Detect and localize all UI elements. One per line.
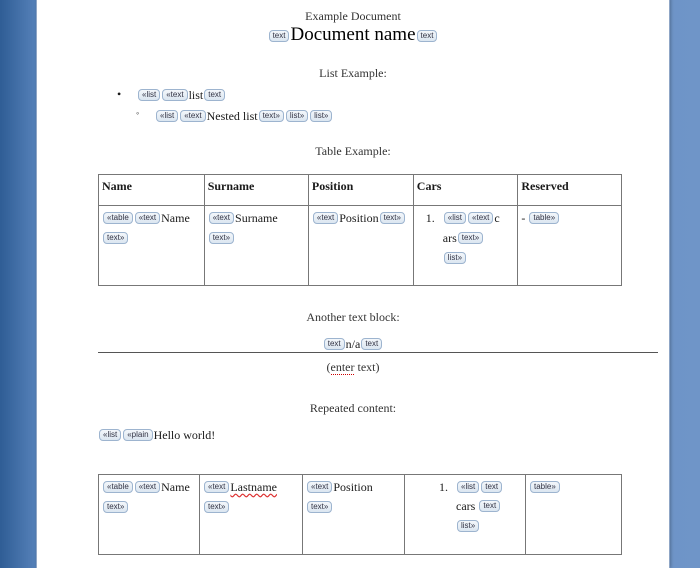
cell-reserved[interactable] [526, 475, 622, 555]
cell-position[interactable] [308, 206, 413, 286]
small-title: Example Document [305, 9, 401, 23]
list-close-tag[interactable]: list» [286, 110, 308, 122]
cell-lastname[interactable] [200, 475, 303, 555]
text-close-tag[interactable]: text» [380, 212, 405, 224]
cell-cars[interactable] [413, 206, 518, 286]
text-block-heading: Another text block: [306, 310, 400, 324]
list-open-tag[interactable]: «list [444, 212, 466, 224]
cell-cars[interactable] [405, 475, 526, 555]
lastname-text: Lastname [230, 479, 277, 494]
title-row [37, 24, 669, 46]
text-tag[interactable]: text [324, 338, 345, 350]
list-close-tag[interactable]: list» [310, 110, 332, 122]
list-open-tag[interactable]: «list [457, 481, 479, 493]
table-row [99, 475, 622, 555]
list-item-text[interactable]: list [188, 87, 204, 102]
horizontal-rule [98, 352, 658, 353]
hello-world-row [98, 426, 215, 444]
text-close-tag[interactable]: text» [458, 232, 483, 244]
name-text: Name [161, 210, 190, 225]
cars-text-part1: c [494, 210, 500, 225]
list-close-tag[interactable]: list» [444, 252, 466, 264]
position-text: Position [333, 479, 373, 494]
repeated-table [98, 474, 622, 555]
hello-world-text[interactable]: Hello world! [153, 427, 216, 442]
list-open-tag[interactable]: «list [99, 429, 121, 441]
list-open-tag[interactable]: «list [138, 89, 160, 101]
text-tag[interactable]: text [204, 89, 225, 101]
cars-text: cars [456, 498, 476, 513]
repeated-heading: Repeated content: [309, 401, 397, 415]
table-header-row [99, 175, 622, 206]
document-title[interactable]: Document name [290, 24, 416, 45]
plain-open-tag[interactable]: «plain [123, 429, 152, 441]
surname-text: Surname [235, 210, 278, 225]
list-close-tag[interactable]: list» [457, 520, 479, 532]
list-open-tag[interactable]: «list [156, 110, 178, 122]
text-open-tag[interactable]: «text [313, 212, 338, 224]
list-number: 1. [439, 480, 448, 494]
cell-reserved[interactable] [518, 206, 622, 286]
text-close-tag[interactable]: text» [204, 501, 229, 513]
circle-bullet-icon: ◦ [136, 108, 140, 118]
text-open-tag[interactable]: «text [135, 481, 160, 493]
text-close-tag[interactable]: text» [307, 501, 332, 513]
column-header-surname: Surname [204, 175, 308, 206]
enter-text-hint[interactable] [37, 360, 669, 375]
text-block-value[interactable]: n/a [345, 336, 361, 351]
text-open-tag[interactable]: «text [135, 212, 160, 224]
table-open-tag[interactable]: «table [103, 212, 133, 224]
hint-rest: text) [354, 360, 380, 374]
list-heading: List Example: [319, 66, 387, 80]
text-open-tag[interactable]: «text [162, 89, 187, 101]
text-open-tag[interactable]: «text [307, 481, 332, 493]
text-open-tag[interactable]: «text [468, 212, 493, 224]
text-close-tag[interactable]: text» [259, 110, 284, 122]
text-tag[interactable]: text [269, 30, 290, 42]
bullet-icon: • [117, 87, 122, 101]
text-block-value-row [37, 335, 669, 353]
table-row [99, 206, 622, 286]
text-open-tag[interactable]: «text [209, 212, 234, 224]
document-page [36, 0, 670, 568]
column-header-name: Name [99, 175, 205, 206]
table-close-tag[interactable]: table» [529, 212, 559, 224]
cars-text-part2: ars [442, 230, 457, 245]
name-text: Name [161, 479, 190, 494]
list-item [137, 86, 226, 104]
table-close-tag[interactable]: table» [530, 481, 560, 493]
text-open-tag[interactable]: «text [180, 110, 205, 122]
table-heading: Table Example: [315, 144, 391, 158]
text-tag[interactable]: text [361, 338, 382, 350]
cell-name[interactable] [99, 206, 205, 286]
nested-list-text[interactable]: Nested list [206, 108, 258, 123]
list-number: 1. [425, 211, 435, 225]
table-open-tag[interactable]: «table [103, 481, 133, 493]
column-header-cars: Cars [413, 175, 518, 206]
text-tag[interactable]: text [481, 481, 502, 493]
hint-open: ( [326, 360, 331, 374]
text-close-tag[interactable]: text» [209, 232, 234, 244]
example-table [98, 174, 622, 286]
text-tag[interactable]: text [479, 500, 500, 512]
text-open-tag[interactable]: «text [204, 481, 229, 493]
column-header-reserved: Reserved [518, 175, 622, 206]
text-tag[interactable]: text [417, 30, 438, 42]
text-close-tag[interactable]: text» [103, 232, 128, 244]
cell-name[interactable] [99, 475, 200, 555]
text-close-tag[interactable]: text» [103, 501, 128, 513]
cell-position[interactable] [303, 475, 405, 555]
reserved-dash: - [521, 210, 526, 225]
nested-list-item [155, 107, 333, 125]
column-header-position: Position [308, 175, 413, 206]
position-text: Position [339, 210, 379, 225]
cell-surname[interactable] [204, 206, 308, 286]
hint-underlined: enter [330, 360, 355, 374]
